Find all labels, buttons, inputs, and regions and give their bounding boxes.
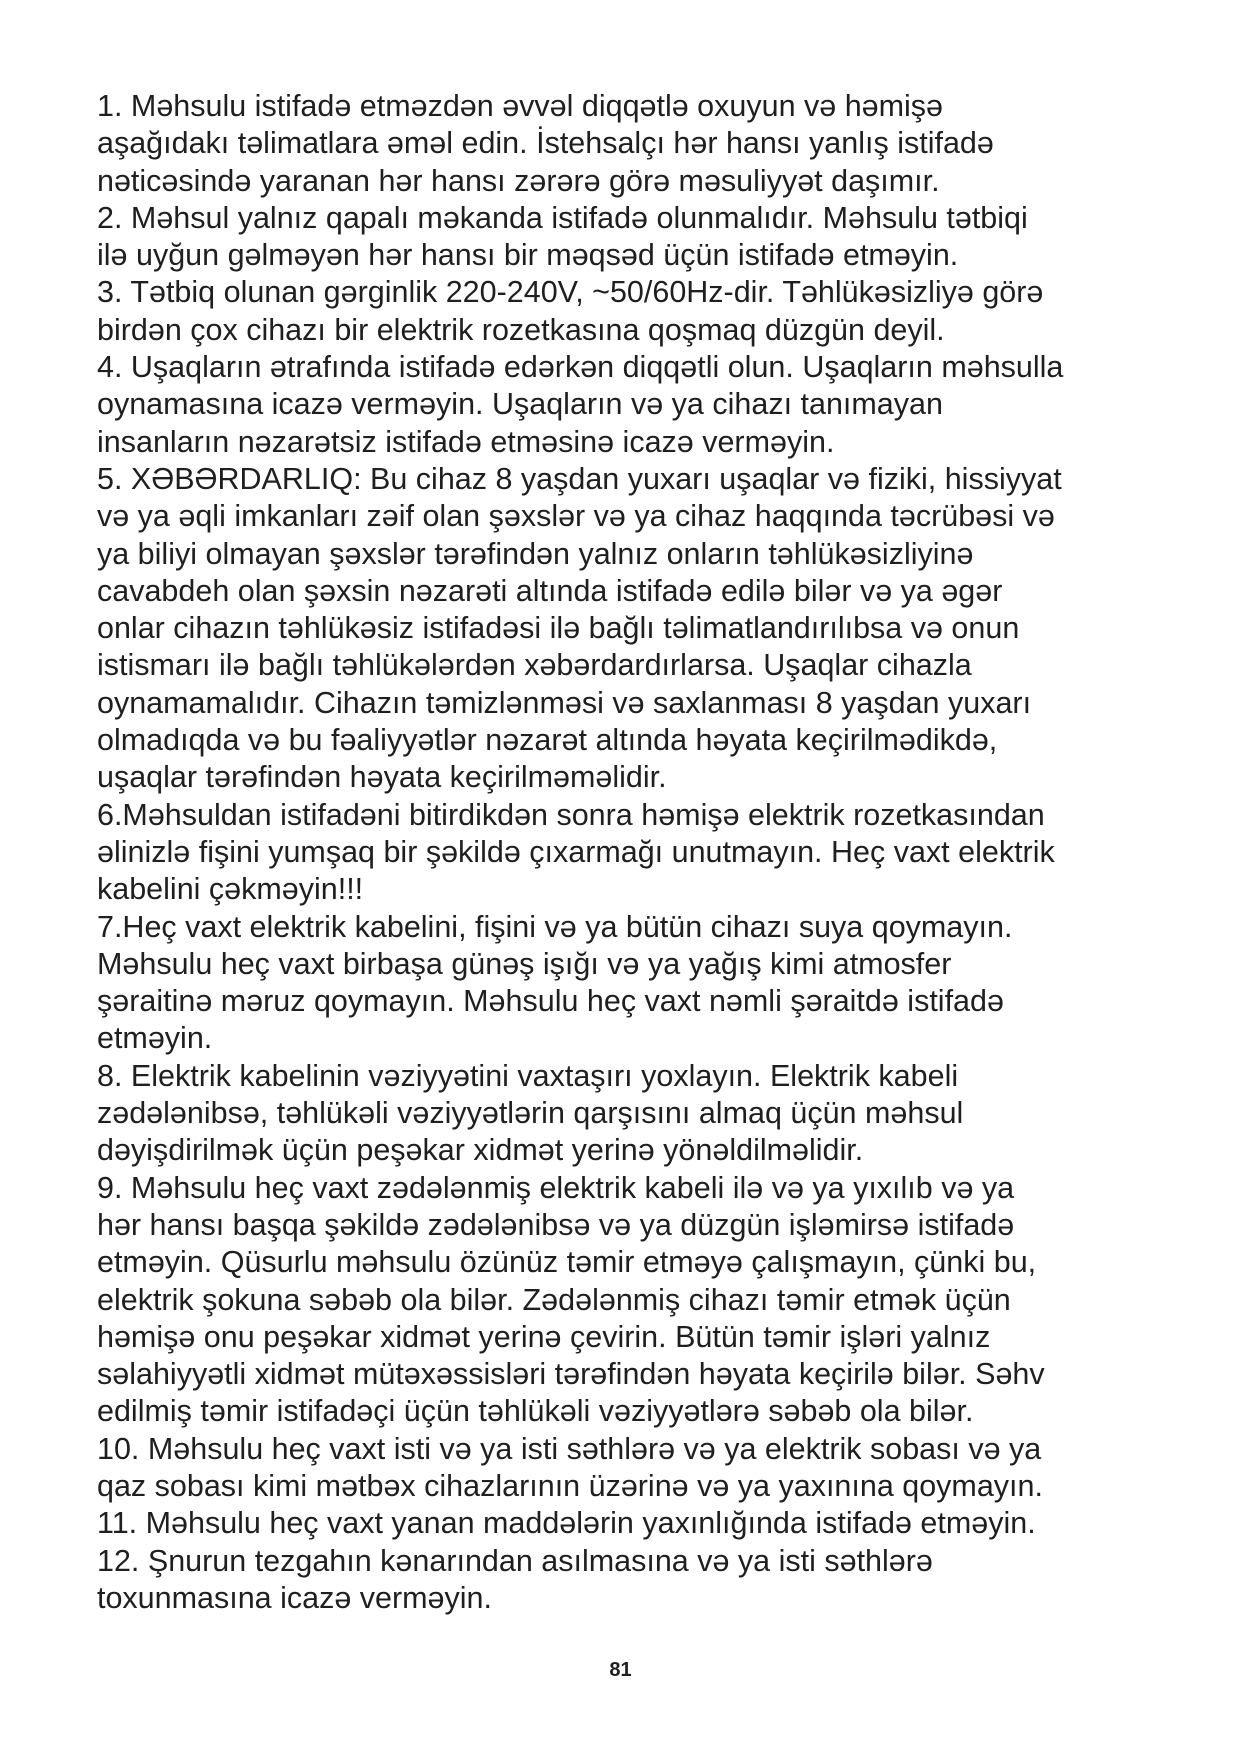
instruction-3: 3. Tətbiq olunan gərginlik 220-240V, ~50/60Hz-dir. Təhlükəsizliyə görə birdən çox cihazı bir elektrik rozetkasına qoşmaq düzgün deyil. bbox=[97, 275, 1044, 347]
instruction-10: 10. Məhsulu heç vaxt isti və ya isti səthlərə və ya elektrik sobası və ya qaz sobası kimi mətbəx cihazlarının üzərinə və ya yaxınına qoymayın. bbox=[97, 1431, 1043, 1503]
instructions-body bbox=[97, 88, 1177, 1617]
page-number: 81 bbox=[609, 1659, 632, 1681]
instruction-9: 9. Məhsulu heç vaxt zədələnmiş elektrik kabeli ilə və ya yıxılıb və ya hər hansı başqa şəkildə zədələnibsə və ya düzgün işləmirsə istifadə etməyin. Qüsurlu məhsulu özünüz təmir etməyə çalışmayın, çünki bu, elektrik şokuna səbəb ola bilər. Zədələnmiş cihazı təmir etmək üçün həmişə onu peşəkar xidmət yerinə çevirin. Bütün təmir işləri yalnız səlahiyyətli xidmət mütəxəssisləri tərəfindən həyata keçirilə bilər. Səhv edilmiş təmir istifadəçi üçün təhlükəli vəziyyətlərə səbəb ola bilər. bbox=[97, 1170, 1045, 1429]
instruction-8: 8. Elektrik kabelinin vəziyyətini vaxtaşırı yoxlayın. Elektrik kabeli zədələnibsə, təhlükəli vəziyyətlərin qarşısını almaq üçün məhsul dəyişdirilmək üçün peşəkar xidmət yerinə yönəldilməlidir. bbox=[97, 1058, 964, 1168]
instruction-11: 11. Məhsulu heç vaxt yanan maddələrin yaxınlığında istifadə etməyin. bbox=[97, 1506, 1036, 1541]
instruction-2: 2. Məhsul yalnız qapalı məkanda istifadə olunmalıdır. Məhsulu tətbiqi ilə uyğun gəlməyən hər hansı bir məqsəd üçün istifadə etməyin. bbox=[97, 200, 1028, 273]
instruction-4: 4. Uşaqların ətrafında istifadə edərkən diqqətli olun. Uşaqların məhsulla oynamasına icazə verməyin. Uşaqların və ya cihazı tanımayan insanların nəzarətsiz istifadə etməsinə icazə verməyin. bbox=[97, 350, 1064, 459]
instruction-7: 7.Heç vaxt elektrik kabelini, fişini və ya bütün cihazı suya qoymayın. Məhsulu heç vaxt birbaşa günəş işığı və ya yağış kimi atmosfer şəraitinə məruz qoymayın. Məhsulu heç vaxt nəmli şəraitdə istifadə etməyin. bbox=[97, 909, 1013, 1056]
instruction-6: 6.Məhsuldan istifadəni bitirdikdən sonra həmişə elektrik rozetkasından əlinizlə fişini yumşaq bir şəkildə çıxarmağı unutmayın. Heç vaxt elektrik kabelini çəkməyin!!! bbox=[97, 797, 1055, 907]
instruction-12: 12. Şnurun tezgahın kənarından asılmasına və ya isti səthlərə toxunmasına icazə verməyin. bbox=[97, 1543, 933, 1615]
instruction-1: 1. Məhsulu istifadə etməzdən əvvəl diqqətlə oxuyun və həmişə aşağıdakı təlimatlara əməl edin. İstehsalçı hər hansı yanlış istifadə nəticəsində yaranan hər hansı zərərə görə məsuliyyət daşımır. bbox=[97, 89, 994, 198]
instruction-5-warning: 5. XƏBƏRDARLIQ: Bu cihaz 8 yaşdan yuxarı uşaqlar və fiziki, hissiyyat və ya əqli imkanları zəif olan şəxslər və ya cihaz haqqında təcrübəsi və ya biliyi olmayan şəxslər tərəfindən yalnız onların təhlükəsizliyinə cavabdeh olan şəxsin nəzarəti altında istifadə edilə bilər və ya əgər onlar cihazın təhlükəsiz istifadəsi ilə bağlı təlimatlandırılıbsa və onun istismarı ilə bağlı təhlükələrdən xəbərdardırlarsa. Uşaqlar cihazla oynamamalıdır. Cihazın təmizlənməsi və saxlanması 8 yaşdan yuxarı olmadıqda və bu fəaliyyətlər nəzarət altında həyata keçirilmədikdə, uşaqlar tərəfindən həyata keçirilməməlidir. bbox=[97, 461, 1062, 795]
